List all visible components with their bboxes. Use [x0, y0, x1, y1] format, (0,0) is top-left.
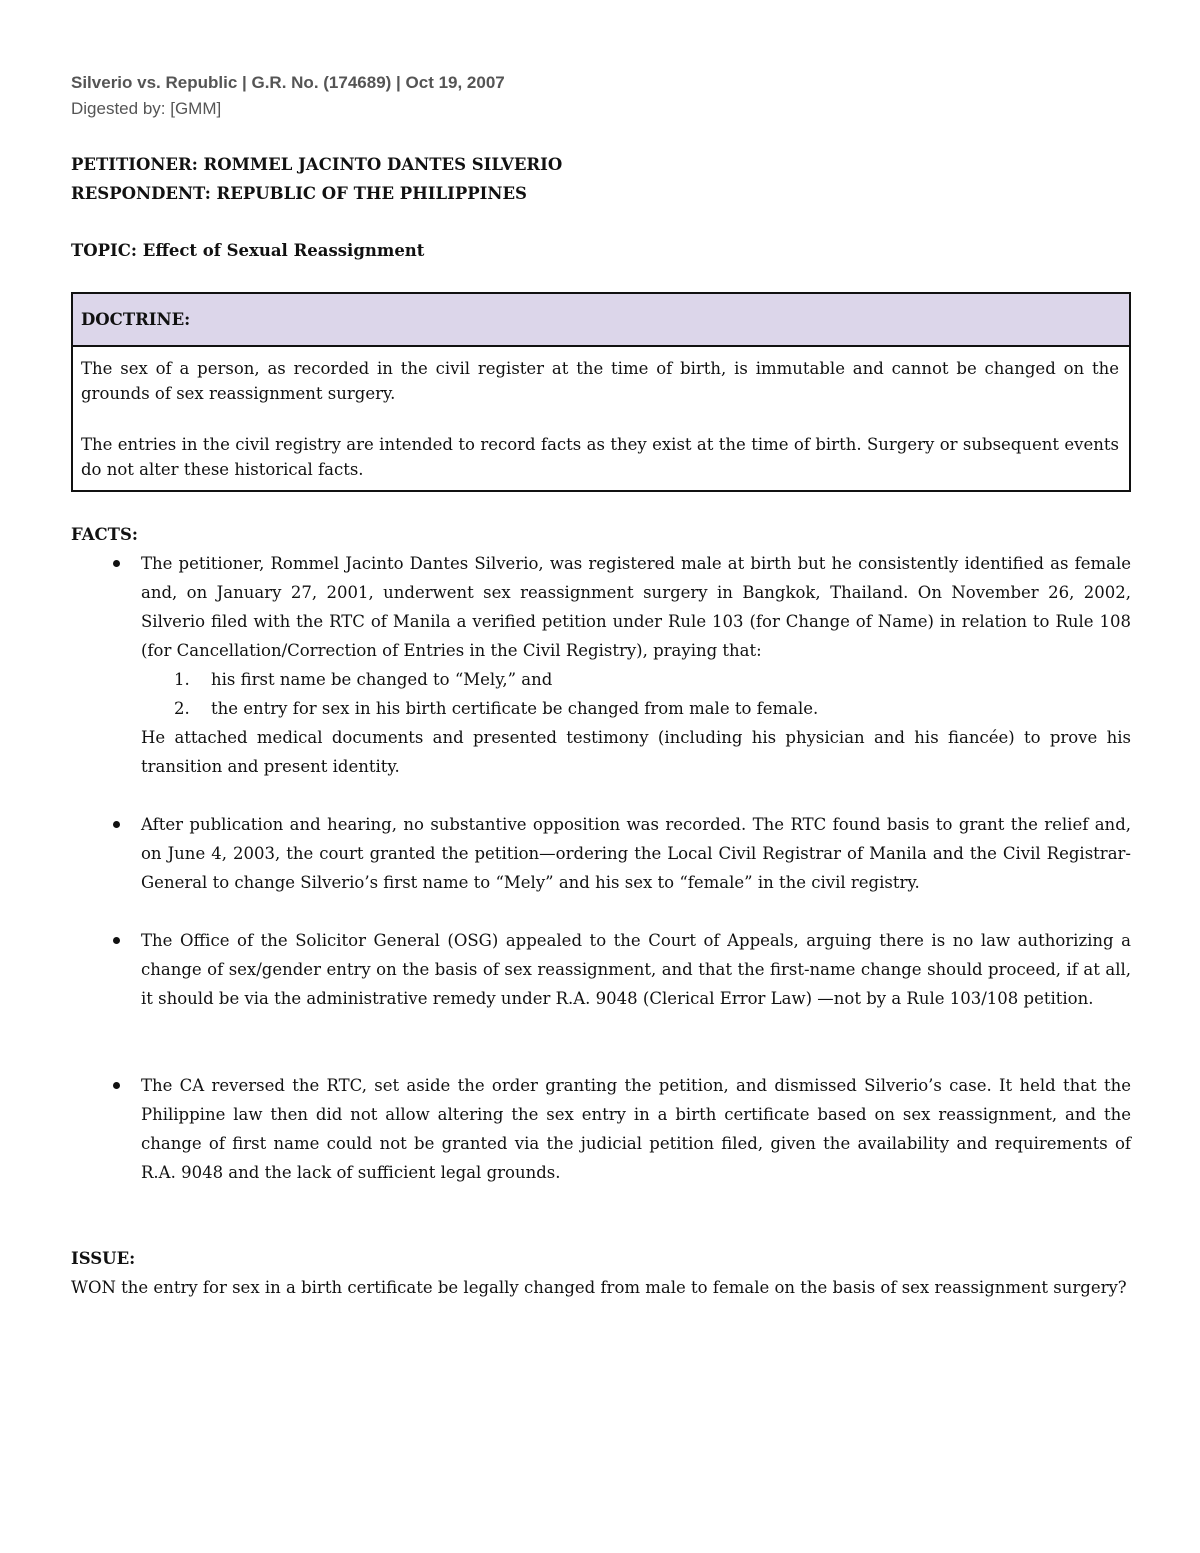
document-page [71, 70, 1131, 1302]
bullet-icon [113, 1082, 120, 1089]
prayer-number: 2. [174, 699, 190, 718]
facts-list [71, 549, 1131, 1187]
digested-by: Digested by: [GMM] [71, 99, 222, 118]
fact-item [71, 926, 1131, 1013]
fact-text: The CA reversed the RTC, set aside the order granting the petition, and dismissed Silverio’s case. It held that the Philippine law then did not allow altering the sex entry in a birth certificate based on sex reassignment, and the change of first name could not be granted via the judicial petition filed, given the availability and requirements of R.A. 9048 and the lack of sufficient legal grounds. [141, 1076, 1131, 1182]
case-title: Silverio vs. Republic | G.R. No. (174689) | Oct 19, 2007 [71, 73, 505, 92]
fact-text: The Office of the Solicitor General (OSG) appealed to the Court of Appeals, arguing there is no law authorizing a change of sex/gender entry on the basis of sex reassignment, and that the first-name change should proceed, if at all, it should be via the administrative remedy under R.A. 9048 (Clerical Error Law) —not by a Rule 103/108 petition. [141, 931, 1131, 1008]
prayer-number: 1. [174, 670, 190, 689]
bullet-icon [113, 821, 120, 828]
prayer-text: the entry for sex in his birth certificate be changed from male to female. [211, 699, 819, 718]
doctrine-paragraph: The entries in the civil registry are intended to record facts as they exist at the time of birth. Surgery or subsequent events do not alter these historical facts. [81, 435, 1119, 479]
prayer-text: his first name be changed to “Mely,” and [211, 670, 553, 689]
fact-item [71, 1071, 1131, 1187]
facts-heading: FACTS: [71, 525, 138, 544]
fact-text: The petitioner, Rommel Jacinto Dantes Silverio, was registered male at birth but he consistently identified as female and, on January 27, 2001, underwent sex reassignment surgery in Bangkok, Thailand. On November 26, 2002, Silverio filed with the RTC of Manila a verified petition under Rule 103 (for Change of Name) in relation to Rule 108 (for Cancellation/Correction of Entries in the Civil Registry), praying that: [141, 554, 1131, 660]
petitioner: PETITIONER: ROMMEL JACINTO DANTES SILVERIO [71, 155, 563, 174]
doctrine-heading: DOCTRINE: [73, 294, 1129, 347]
fact-continuation: He attached medical documents and presented testimony (including his physician and his fiancée) to prove his transition and present identity. [141, 728, 1131, 776]
prayer-item [141, 694, 1131, 723]
bullet-icon [113, 937, 120, 944]
topic: TOPIC: Effect of Sexual Reassignment [71, 241, 425, 260]
prayer-item [141, 665, 1131, 694]
doctrine-box [71, 292, 1131, 492]
fact-item [71, 810, 1131, 897]
doctrine-paragraph: The sex of a person, as recorded in the civil register at the time of birth, is immutable and cannot be changed on the grounds of sex reassignment surgery. [81, 359, 1119, 403]
fact-text: After publication and hearing, no substantive opposition was recorded. The RTC found basis to grant the relief and, on June 4, 2003, the court granted the petition—ordering the Local Civil Registrar of Manila and the Civil Registrar-General to change Silverio’s first name to “Mely” and his sex to “female” in the civil registry. [141, 815, 1131, 892]
fact-item [71, 549, 1131, 781]
doctrine-body [73, 347, 1129, 490]
bullet-icon [113, 560, 120, 567]
issue-heading: ISSUE: [71, 1249, 136, 1268]
respondent: RESPONDENT: REPUBLIC OF THE PHILIPPINES [71, 184, 527, 203]
issue-text: WON the entry for sex in a birth certificate be legally changed from male to female on the basis of sex reassignment surgery? [71, 1278, 1127, 1297]
prayer-list [141, 665, 1131, 723]
